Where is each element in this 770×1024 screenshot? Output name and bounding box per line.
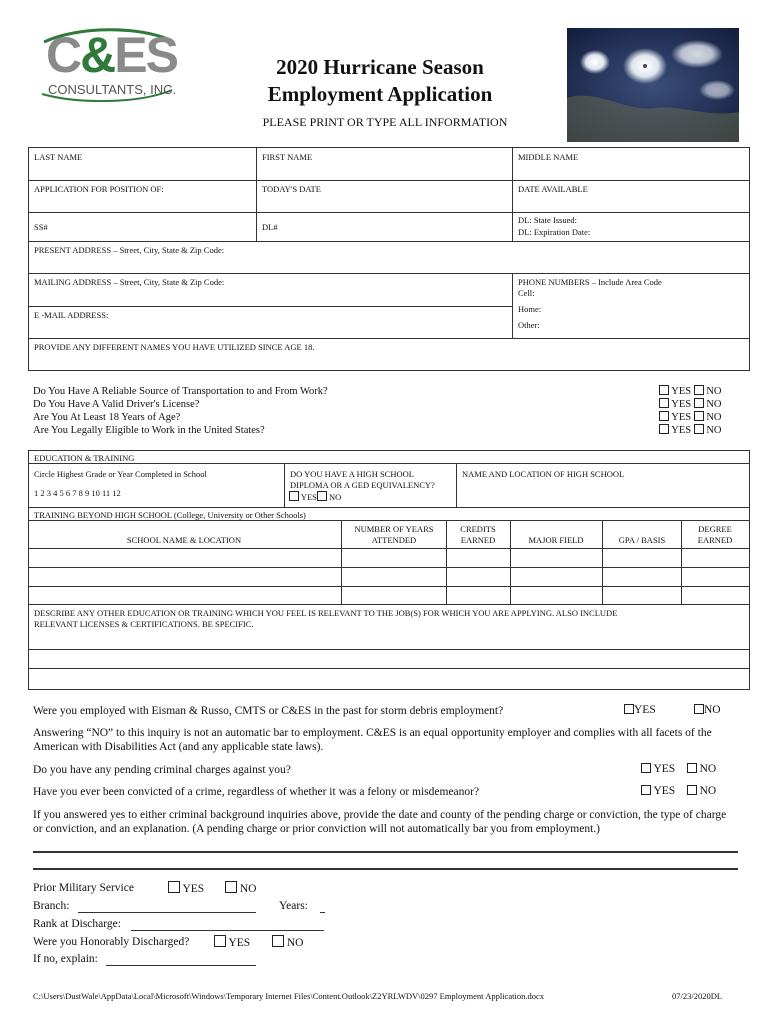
yes-label: YES — [671, 412, 692, 423]
no-label: NO — [699, 763, 717, 775]
no-checkbox[interactable] — [694, 411, 704, 421]
no-label: NO — [286, 937, 304, 949]
eligibility-answers-row-2 — [659, 398, 722, 411]
other-phone-field[interactable]: Other: — [518, 320, 540, 330]
logo-subtitle: CONSULTANTS, INC. — [48, 82, 177, 97]
training-heading: TRAINING BEYOND HIGH SCHOOL (College, University or Other Schools) — [34, 510, 306, 520]
yes-checkbox[interactable] — [641, 763, 651, 773]
logo-letters-es: ES — [114, 27, 177, 83]
phone-numbers-label: PHONE NUMBERS – Include Area Code — [518, 277, 662, 287]
no-checkbox[interactable] — [687, 763, 697, 773]
file-path-footer: C:\Users\DustWale\AppData\Local\Microsoft\Windows\Temporary Internet Files\Content.Outlook\Z2YRLWDV\0297 Employment Application.docx — [33, 991, 544, 1001]
last-name-field[interactable]: LAST NAME — [34, 152, 83, 162]
other-education-field[interactable]: DESCRIBE ANY OTHER EDUCATION OR TRAINING WHICH YOU FEEL IS RELEVANT TO THE JOB(S) FOR WHICH YOU ARE APPLYING. ALSO INCLUDE RELEVANT LICENSES & CERTIFICATIONS. BE SPECIFIC. — [34, 608, 618, 629]
no-label: NO — [704, 704, 721, 716]
no-checkbox[interactable] — [225, 881, 237, 893]
yes-checkbox[interactable] — [659, 398, 669, 408]
rank-label: Rank at Discharge: — [33, 918, 121, 930]
conviction-answers — [641, 785, 716, 797]
no-label: NO — [706, 425, 722, 436]
no-checkbox[interactable] — [694, 385, 704, 395]
col-gpa-basis: GPA / BASIS — [618, 535, 666, 545]
explanation-line-2[interactable] — [33, 868, 738, 870]
work-eligibility-question: Are You Legally Eligible to Work in the United States? — [33, 425, 265, 436]
pending-charges-question: Do you have any pending criminal charges against you? — [33, 764, 291, 776]
yes-label: YES — [653, 785, 676, 797]
branch-field[interactable] — [78, 912, 256, 913]
prior-employment-yes — [624, 704, 656, 716]
branch-label: Branch: — [33, 900, 70, 912]
no-checkbox[interactable] — [687, 785, 697, 795]
diploma-no-checkbox[interactable] — [317, 491, 327, 501]
honorable-no — [272, 935, 304, 949]
drivers-license-question: Do You Have A Valid Driver's License? — [33, 399, 200, 410]
no-checkbox[interactable] — [694, 704, 704, 714]
dl-state-field[interactable]: DL: State Issued: — [518, 215, 578, 225]
grade-label: Circle Highest Grade or Year Completed in School — [34, 469, 207, 479]
no-label: NO — [329, 492, 342, 502]
honorable-discharge-question: Were you Honorably Discharged? — [33, 936, 190, 948]
dl-expiration-field[interactable]: DL: Expiration Date: — [518, 227, 591, 237]
education-heading: EDUCATION & TRAINING — [34, 453, 135, 463]
col-credits-earned: CREDITS EARNED — [460, 524, 496, 545]
cell-phone-field[interactable]: Cell: — [518, 288, 535, 298]
years-label: Years: — [279, 900, 308, 912]
home-phone-field[interactable]: Home: — [518, 304, 542, 314]
employment-disclaimer: Answering “NO” to this inquiry is not an automatic bar to employment. C&ES is an equal opportunity employer and complies with all facets of the American with Disabilities Act (and any applicable state laws). — [33, 727, 712, 753]
middle-name-field[interactable]: MIDDLE NAME — [518, 152, 579, 162]
other-names-field[interactable]: PROVIDE ANY DIFFERENT NAMES YOU HAVE UTILIZED SINCE AGE 18. — [34, 342, 315, 352]
yes-checkbox[interactable] — [168, 881, 180, 893]
explanation-line-1[interactable] — [33, 851, 738, 853]
honorable-yes — [214, 935, 250, 949]
military-no — [225, 881, 257, 895]
col-school-name: SCHOOL NAME & LOCATION — [126, 535, 242, 545]
pending-charges-answers — [641, 763, 716, 775]
yes-checkbox[interactable] — [659, 385, 669, 395]
print-instruction: PLEASE PRINT OR TYPE ALL INFORMATION — [262, 115, 508, 129]
mailing-address-field[interactable]: MAILING ADDRESS – Street, City, State & Zip Code: — [34, 277, 225, 287]
first-name-field[interactable]: FIRST NAME — [262, 152, 313, 162]
yes-label: YES — [182, 883, 205, 895]
military-yes — [168, 881, 204, 895]
yes-label: YES — [300, 492, 317, 502]
email-field[interactable]: E -MAIL ADDRESS: — [34, 310, 109, 320]
diploma-yes-checkbox[interactable] — [289, 491, 299, 501]
logo-letter-c: C — [46, 27, 81, 83]
yes-label: YES — [228, 937, 251, 949]
dl-field[interactable]: DL# — [262, 222, 278, 232]
eligibility-answers-row-3 — [659, 411, 722, 424]
yes-checkbox[interactable] — [214, 935, 226, 947]
rank-field[interactable] — [131, 930, 324, 931]
high-school-name-field[interactable]: NAME AND LOCATION OF HIGH SCHOOL — [462, 469, 625, 479]
years-field[interactable] — [320, 912, 325, 913]
no-checkbox[interactable] — [694, 424, 704, 434]
yes-checkbox[interactable] — [659, 411, 669, 421]
if-no-explain-field[interactable] — [106, 965, 256, 966]
diploma-answers — [289, 491, 341, 502]
no-label: NO — [706, 386, 722, 397]
date-available-field[interactable]: DATE AVAILABLE — [518, 184, 588, 194]
yes-label: YES — [671, 386, 692, 397]
criminal-explanation-instruction: If you answered yes to either criminal background inquiries above, provide the date and county of the pending charge or conviction, the type of charge or conviction, and an explanation. (A pending charge or prior conviction will not automatically bar you from employment.) — [33, 809, 727, 835]
yes-label: YES — [671, 399, 692, 410]
no-checkbox[interactable] — [272, 935, 284, 947]
no-label: NO — [706, 399, 722, 410]
position-field[interactable]: APPLICATION FOR POSITION OF: — [34, 184, 164, 194]
no-checkbox[interactable] — [694, 398, 704, 408]
ss-field[interactable]: SS# — [34, 222, 48, 232]
company-logo — [46, 27, 177, 83]
prior-military-label: Prior Military Service — [33, 882, 134, 894]
yes-checkbox[interactable] — [659, 424, 669, 434]
transportation-question: Do You Have A Reliable Source of Transportation to and From Work? — [33, 386, 328, 397]
present-address-field[interactable]: PRESENT ADDRESS – Street, City, State & Zip Code: — [34, 245, 225, 255]
col-degree-earned: DEGREE EARNED — [697, 524, 733, 545]
col-major-field: MAJOR FIELD — [528, 535, 584, 545]
yes-checkbox[interactable] — [624, 704, 634, 714]
no-label: NO — [706, 412, 722, 423]
title-line-1: 2020 Hurricane Season — [276, 55, 484, 79]
no-label: NO — [239, 883, 257, 895]
conviction-question: Have you ever been convicted of a crime, regardless of whether it was a felony or misdemeanor? — [33, 786, 480, 798]
if-no-explain-label: If no, explain: — [33, 953, 98, 965]
yes-label: YES — [671, 425, 692, 436]
diploma-question: DO YOU HAVE A HIGH SCHOOL DIPLOMA OR A GED EQUIVALENCY? — [290, 469, 435, 490]
eligibility-answers-row-4 — [659, 424, 722, 437]
title-line-2: Employment Application — [267, 82, 493, 106]
hurricane-satellite-image — [567, 28, 739, 142]
yes-label: YES — [653, 763, 676, 775]
todays-date-field[interactable]: TODAY'S DATE — [262, 184, 321, 194]
eligibility-answers-row-1 — [659, 385, 722, 398]
col-years-attended: NUMBER OF YEARS ATTENDED — [354, 524, 434, 545]
prior-employment-question: Were you employed with Eisman & Russo, CMTS or C&ES in the past for storm debris employment? — [33, 705, 504, 717]
yes-checkbox[interactable] — [641, 785, 651, 795]
no-label: NO — [699, 785, 717, 797]
prior-employment-no — [694, 704, 721, 716]
grade-options[interactable]: 1 2 3 4 5 6 7 8 9 10 11 12 — [34, 488, 121, 498]
revision-code-footer: 07/23/2020DL — [672, 991, 723, 1001]
logo-ampersand: & — [80, 27, 115, 83]
age-question: Are You At Least 18 Years of Age? — [33, 412, 181, 423]
yes-label: YES — [634, 704, 656, 716]
